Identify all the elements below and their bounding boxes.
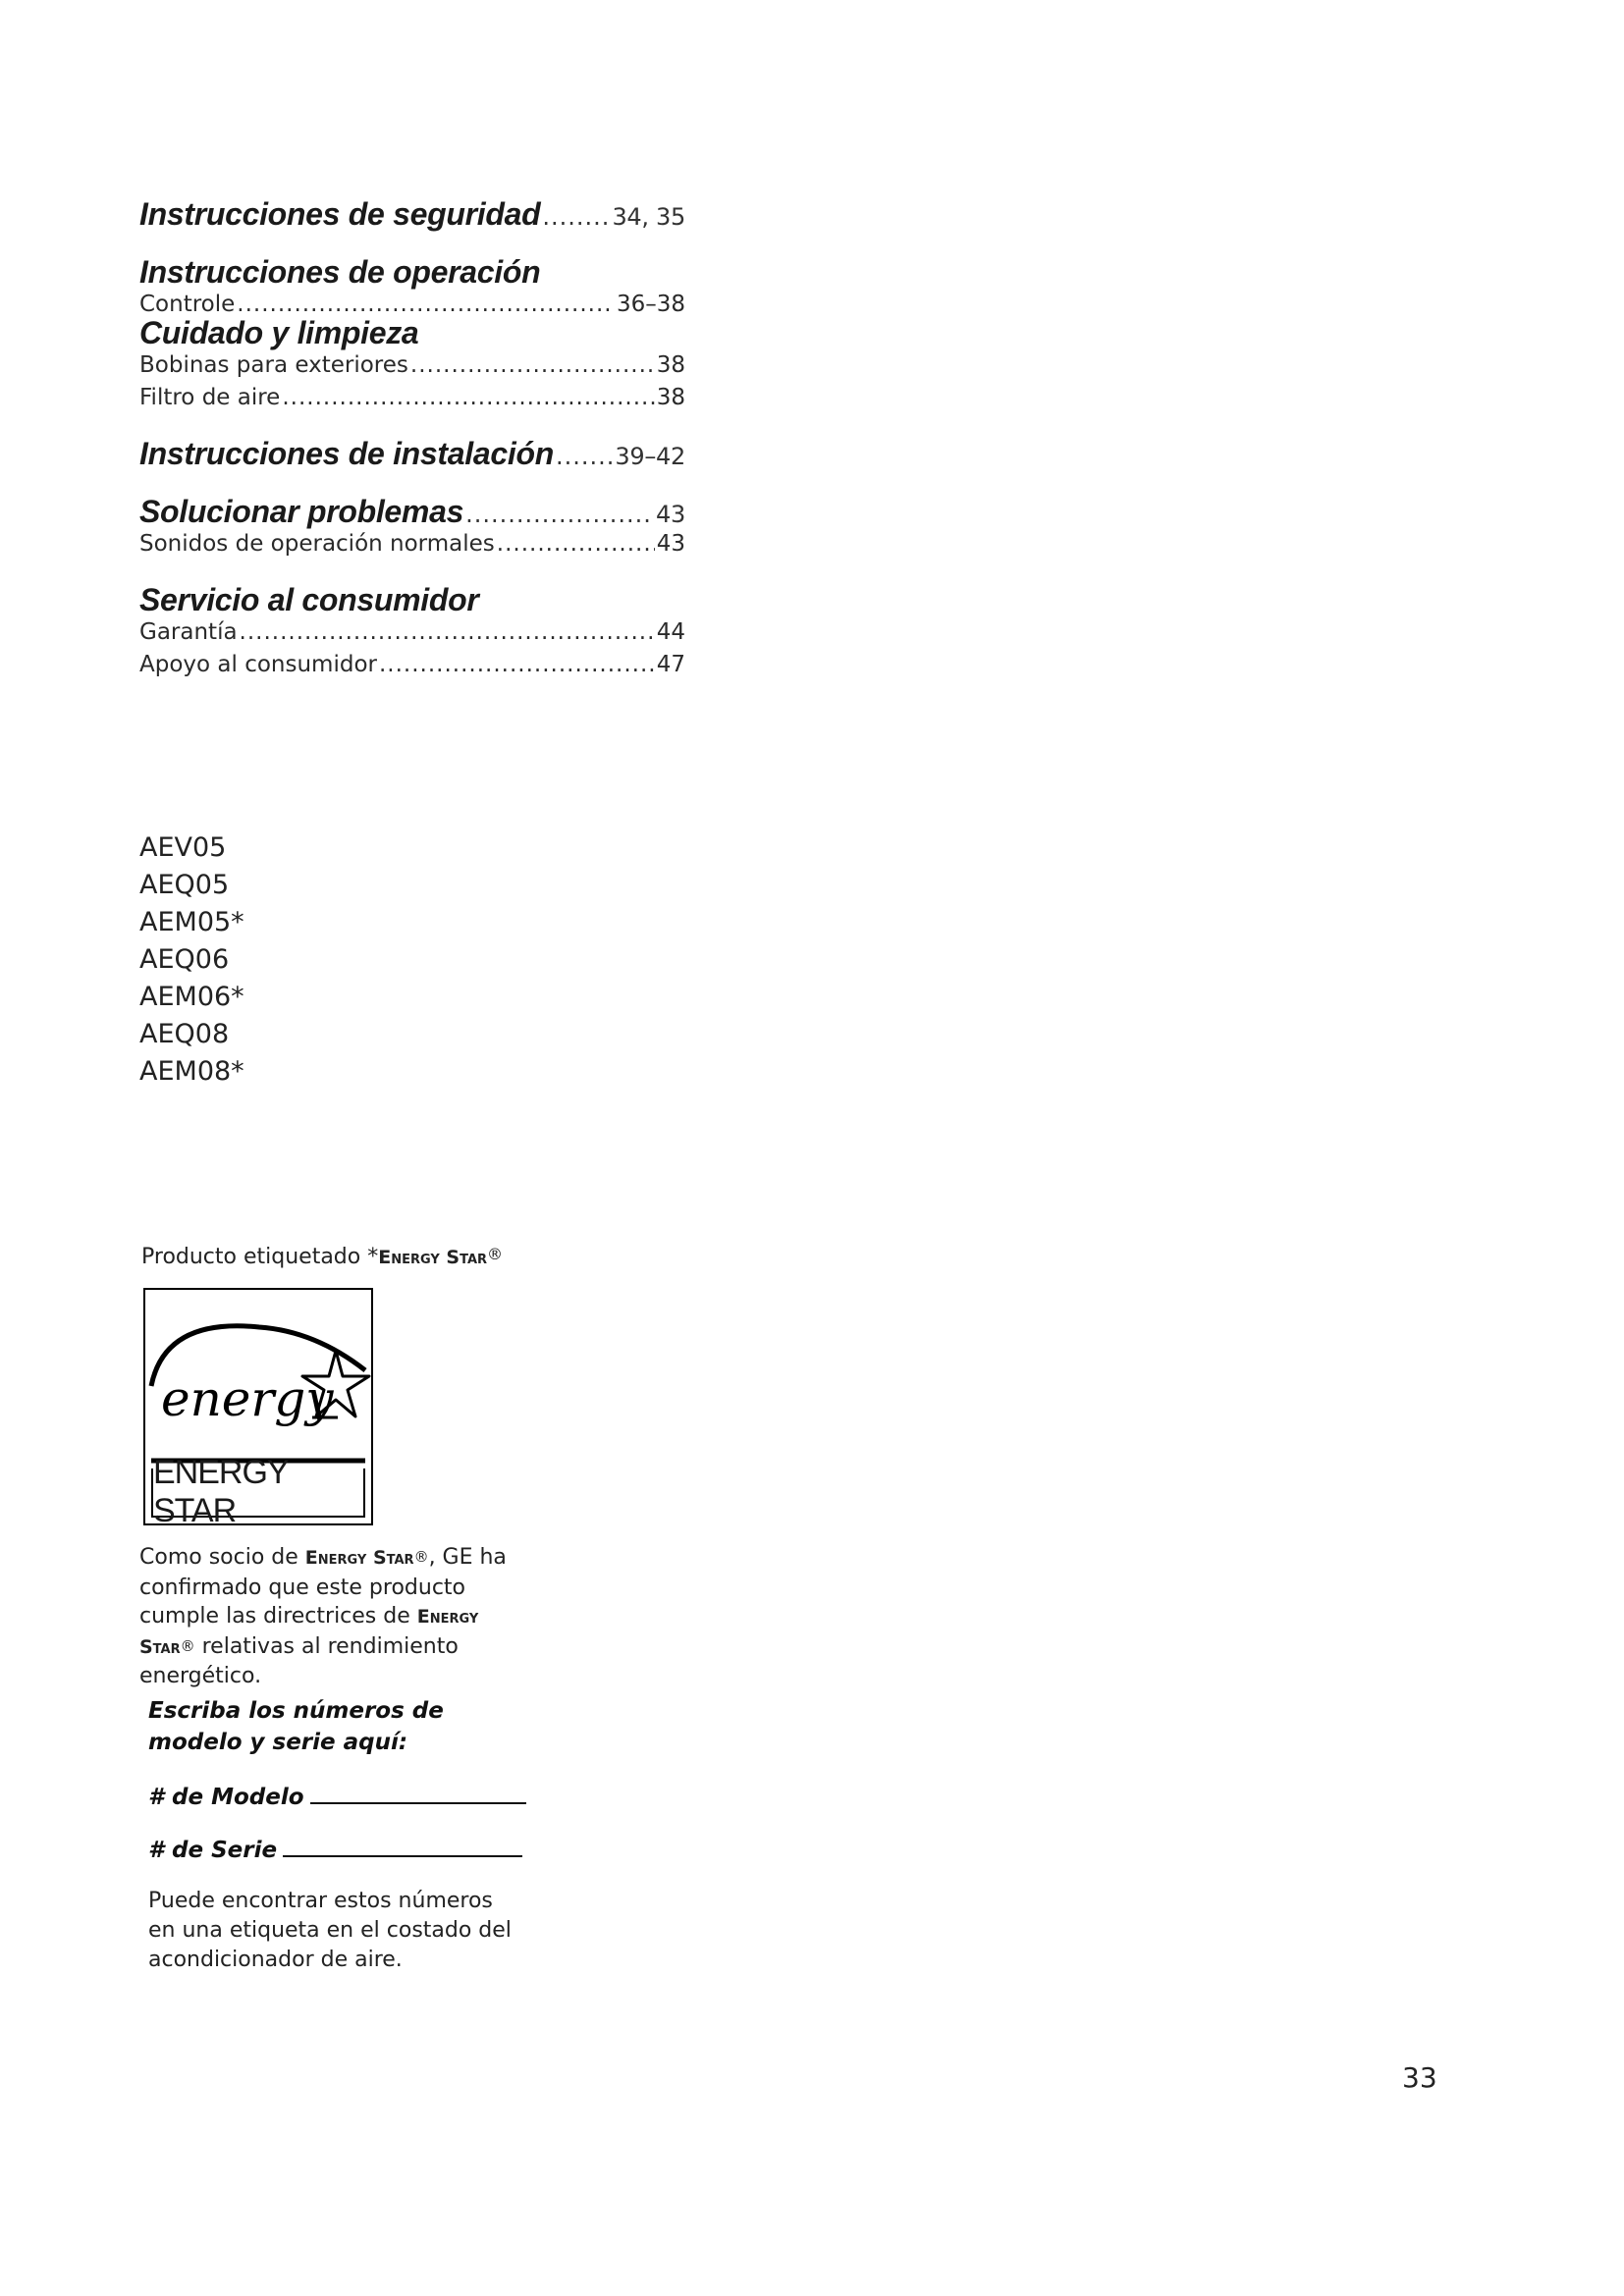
toc-entry-air-filter[interactable]: [139, 382, 685, 414]
toc-entry-label: Sonidos de operación normales: [139, 531, 495, 557]
dot-leader: [240, 616, 655, 649]
model-number: AEV05: [139, 832, 227, 863]
toc-installation-heading[interactable]: [139, 436, 685, 472]
serial-number-field[interactable]: [148, 1832, 522, 1863]
registered-mark: ®: [413, 1548, 429, 1566]
energy-script: energy: [161, 1370, 334, 1427]
toc-heading-label: Instrucciones de operación: [139, 254, 541, 290]
energy-star-wordmark: ENERGY STAR: [151, 1468, 365, 1518]
toc-page-ref: 34, 35: [612, 203, 685, 231]
toc-page-ref: 47: [656, 652, 685, 677]
model-number: AEQ06: [139, 944, 230, 975]
dot-leader: [497, 528, 655, 561]
energy-star-brand: Energy Star: [304, 1547, 414, 1569]
record-numbers-title: Escriba los números de modelo y serie aquí:: [148, 1698, 444, 1755]
dot-leader: [556, 443, 613, 470]
toc-operating-heading[interactable]: [139, 254, 685, 291]
toc-heading-label: Solucionar problemas: [139, 494, 464, 529]
model-number: AEQ05: [139, 870, 230, 900]
model-number: AEQ08: [139, 1019, 230, 1049]
toc-entry-warranty[interactable]: [139, 616, 685, 649]
caption-prefix: Producto etiquetado *: [141, 1245, 379, 1269]
model-number-blank[interactable]: [310, 1779, 526, 1804]
energy-star-brand: Energy Star: [139, 1606, 479, 1658]
serial-number-label: # de Serie: [148, 1838, 278, 1863]
toc-page-ref: 38: [656, 385, 685, 410]
registered-mark: ®: [487, 1245, 504, 1263]
toc-entry-label: Apoyo al consumidor: [139, 652, 377, 677]
toc-page-ref: 38: [656, 352, 685, 378]
toc-entry-consumer-support[interactable]: [139, 649, 685, 681]
toc-consumer-heading[interactable]: [139, 582, 685, 618]
table-of-contents: [139, 196, 685, 681]
toc-entry-label: Controle: [139, 292, 236, 317]
dot-leader: [410, 349, 655, 382]
statement-part: Como socio de: [139, 1545, 305, 1570]
model-number: AEM06*: [139, 982, 244, 1012]
toc-troubleshooting-heading[interactable]: [139, 494, 685, 530]
energy-star-brand: Energy Star: [378, 1247, 488, 1268]
toc-safety-heading[interactable]: [139, 196, 685, 233]
model-list: [139, 829, 244, 1091]
toc-heading-label: Instrucciones de instalación: [139, 436, 554, 471]
toc-page-ref: 43: [656, 501, 685, 528]
dot-leader: [465, 501, 654, 528]
statement-part: , GE ha confirmado que este producto cumple las directrices de: [139, 1545, 507, 1629]
toc-heading-label: Servicio al consumidor: [139, 582, 479, 617]
dot-leader: [282, 382, 654, 414]
toc-entry-label: Garantía: [139, 619, 238, 645]
statement-part: relativas al rendimiento energético.: [139, 1633, 459, 1688]
energy-star-caption: [141, 1245, 503, 1269]
toc-entry-label: Bobinas para exteriores: [139, 352, 408, 378]
energy-star-partner-statement: [139, 1543, 513, 1691]
toc-page-ref: 39–42: [615, 443, 685, 470]
dot-leader: [379, 649, 655, 681]
toc-entry-normal-sounds[interactable]: [139, 528, 685, 561]
record-location-note: Puede encontrar estos números en una etiqueta en el costado del acondicionador de aire.: [148, 1889, 512, 1972]
toc-entry-outdoor-coils[interactable]: [139, 349, 685, 382]
toc-heading-label: Instrucciones de seguridad: [139, 196, 541, 232]
page-number: 33: [1402, 2061, 1437, 2094]
toc-page-ref: 44: [656, 619, 685, 645]
toc-page-ref: 43: [656, 531, 685, 557]
model-number: AEM08*: [139, 1056, 244, 1087]
model-number: AEM05*: [139, 907, 244, 937]
toc-entry-label: Filtro de aire: [139, 385, 281, 410]
model-number-field[interactable]: [148, 1779, 526, 1810]
energy-star-logo: [143, 1288, 373, 1529]
dot-leader: [542, 203, 610, 231]
model-number-label: # de Modelo: [148, 1785, 304, 1810]
toc-heading-label: Cuidado y limpieza: [139, 315, 419, 350]
serial-number-blank[interactable]: [283, 1832, 522, 1857]
toc-page-ref: 36–38: [616, 292, 685, 317]
registered-mark: ®: [180, 1636, 195, 1655]
